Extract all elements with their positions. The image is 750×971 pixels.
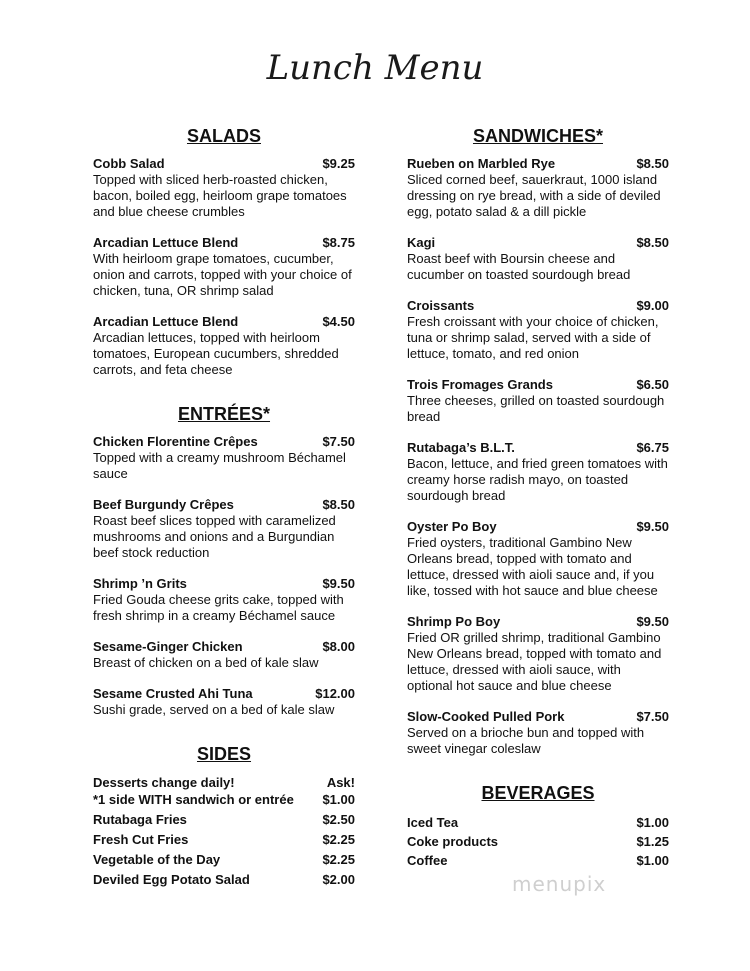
item-name: Cobb Salad	[93, 156, 165, 171]
item-name: Beef Burgundy Crêpes	[93, 497, 234, 512]
menu-item	[93, 497, 355, 561]
menu-item	[407, 709, 669, 757]
item-description: Bacon, lettuce, and fried green tomatoes with creamy horse radish mayo, on toasted sourdough bread	[407, 456, 668, 503]
right-column	[407, 124, 669, 870]
item-description: Three cheeses, grilled on toasted sourdough bread	[407, 393, 665, 424]
item-price: $9.00	[636, 298, 669, 313]
item-price: $8.00	[322, 639, 355, 654]
item-name: Arcadian Lettuce Blend	[93, 314, 239, 329]
item-name: Trois Fromages Grands	[407, 377, 553, 392]
item-price: $8.75	[322, 235, 355, 250]
item-description: Topped with sliced herb-roasted chicken, bacon, boiled egg, heirloom grape tomatoes and blue cheese crumbles	[93, 172, 347, 219]
side-row	[93, 831, 355, 848]
menu-item	[93, 235, 355, 299]
sandwiches-section	[407, 124, 669, 757]
item-price: $7.50	[636, 709, 669, 724]
item-price: $9.50	[322, 576, 355, 591]
entrees-section	[93, 402, 355, 718]
item-name: Deviled Egg Potato Salad	[93, 872, 250, 887]
item-description: Fresh croissant with your choice of chicken, tuna or shrimp salad, served with a side of lettuce, tomato, and red onion	[407, 314, 659, 361]
item-description: Breast of chicken on a bed of kale slaw	[93, 655, 319, 670]
item-price: $9.50	[636, 519, 669, 534]
beverage-row	[407, 851, 669, 870]
item-name: Rutabaga’s B.L.T.	[407, 440, 515, 455]
menu-item	[407, 235, 669, 283]
item-price: $9.25	[322, 156, 355, 171]
sandwiches-heading: SANDWICHES*	[472, 126, 603, 146]
item-name: Kagi	[407, 235, 436, 250]
entrees-heading: ENTRÉES*	[177, 404, 271, 424]
item-description: Sushi grade, served on a bed of kale slaw	[93, 702, 335, 717]
item-price: Ask!	[326, 775, 355, 790]
item-name: Rutabaga Fries	[93, 812, 187, 827]
item-name: Coffee	[407, 853, 448, 868]
menu-item	[93, 576, 355, 624]
item-description: Arcadian lettuces, topped with heirloom tomatoes, European cucumbers, shredded carrots, and feta cheese	[93, 330, 339, 377]
side-row	[93, 851, 355, 868]
menu-item	[407, 519, 669, 599]
watermark: menupix	[512, 872, 607, 896]
item-price: $2.25	[322, 832, 355, 847]
item-price: $6.50	[636, 377, 669, 392]
item-price: $1.00	[636, 853, 669, 868]
menu-item	[93, 156, 355, 220]
side-row	[93, 871, 355, 888]
item-description: Fried OR grilled shrimp, traditional Gambino New Orleans bread, topped with tomato and lettuce, dressed with aioli sauce, with optional hot sauce and blue cheese	[407, 630, 662, 693]
item-description: Roast beef slices topped with caramelized mushrooms and onions and a Burgundian beef stock reduction	[93, 513, 336, 560]
item-price: $7.50	[322, 434, 355, 449]
item-name: Oyster Po Boy	[407, 519, 497, 534]
item-price: $2.00	[322, 872, 355, 887]
item-name: Iced Tea	[407, 815, 459, 830]
menu-item	[407, 377, 669, 425]
beverage-row	[407, 813, 669, 832]
sides-heading: SIDES	[196, 744, 252, 764]
item-price: $9.50	[636, 614, 669, 629]
item-name: Arcadian Lettuce Blend	[93, 235, 239, 250]
item-name: Vegetable of the Day	[93, 852, 221, 867]
item-price: $2.25	[322, 852, 355, 867]
menu-item	[93, 434, 355, 482]
item-name: Fresh Cut Fries	[93, 832, 189, 847]
item-name: Shrimp Po Boy	[407, 614, 501, 629]
item-description: Sliced corned beef, sauerkraut, 1000 island dressing on rye bread, with a side of deviled egg, potato salad & a dill pickle	[407, 172, 661, 219]
item-name: *1 side WITH sandwich or entrée	[93, 792, 294, 807]
item-description: Fried Gouda cheese grits cake, topped with fresh shrimp in a creamy Béchamel sauce	[93, 592, 344, 623]
side-row	[93, 811, 355, 828]
item-description: With heirloom grape tomatoes, cucumber, onion and carrots, topped with your choice of chicken, tuna, OR shrimp salad	[93, 251, 352, 298]
beverages-section	[407, 781, 669, 870]
page-title: Lunch Menu	[266, 48, 484, 88]
menu-item	[93, 639, 355, 671]
item-name: Desserts change daily!	[93, 775, 235, 790]
left-column	[93, 124, 355, 888]
item-price: $12.00	[315, 686, 355, 701]
item-price: $1.00	[322, 792, 355, 807]
beverage-row	[407, 832, 669, 851]
item-price: $1.25	[636, 834, 669, 849]
menu-item	[407, 614, 669, 694]
item-name: Sesame-Ginger Chicken	[93, 639, 243, 654]
item-price: $6.75	[636, 440, 669, 455]
item-price: $4.50	[322, 314, 355, 329]
menu-item	[407, 440, 669, 504]
item-name: Sesame Crusted Ahi Tuna	[93, 686, 253, 701]
item-price: $2.50	[322, 812, 355, 827]
side-row	[93, 791, 355, 808]
menu-item	[93, 686, 355, 718]
item-name: Croissants	[407, 298, 475, 313]
item-description: Served on a brioche bun and topped with sweet vinegar coleslaw	[407, 725, 645, 756]
beverages-heading: BEVERAGES	[481, 783, 595, 803]
item-description: Fried oysters, traditional Gambino New Orleans bread, topped with tomato and lettuce, dressed with aioli sauce and, if you like, tossed with hot sauce and blue cheese	[407, 535, 658, 598]
side-row	[93, 774, 355, 791]
item-name: Coke products	[407, 834, 499, 849]
sides-section	[93, 742, 355, 888]
item-description: Roast beef with Boursin cheese and cucumber on toasted sourdough bread	[407, 251, 631, 282]
item-price: $1.00	[636, 815, 669, 830]
item-name: Slow-Cooked Pulled Pork	[407, 709, 565, 724]
item-price: $8.50	[322, 497, 355, 512]
item-name: Chicken Florentine Crêpes	[93, 434, 258, 449]
menu-item	[93, 314, 355, 378]
item-price: $8.50	[636, 235, 669, 250]
salads-section	[93, 124, 355, 378]
item-description: Topped with a creamy mushroom Béchamel sauce	[93, 450, 346, 481]
salads-heading: SALADS	[186, 126, 261, 146]
item-price: $8.50	[636, 156, 669, 171]
menu-item	[407, 156, 669, 220]
item-name: Shrimp ’n Grits	[93, 576, 187, 591]
item-name: Rueben on Marbled Rye	[407, 156, 556, 171]
menu-item	[407, 298, 669, 362]
